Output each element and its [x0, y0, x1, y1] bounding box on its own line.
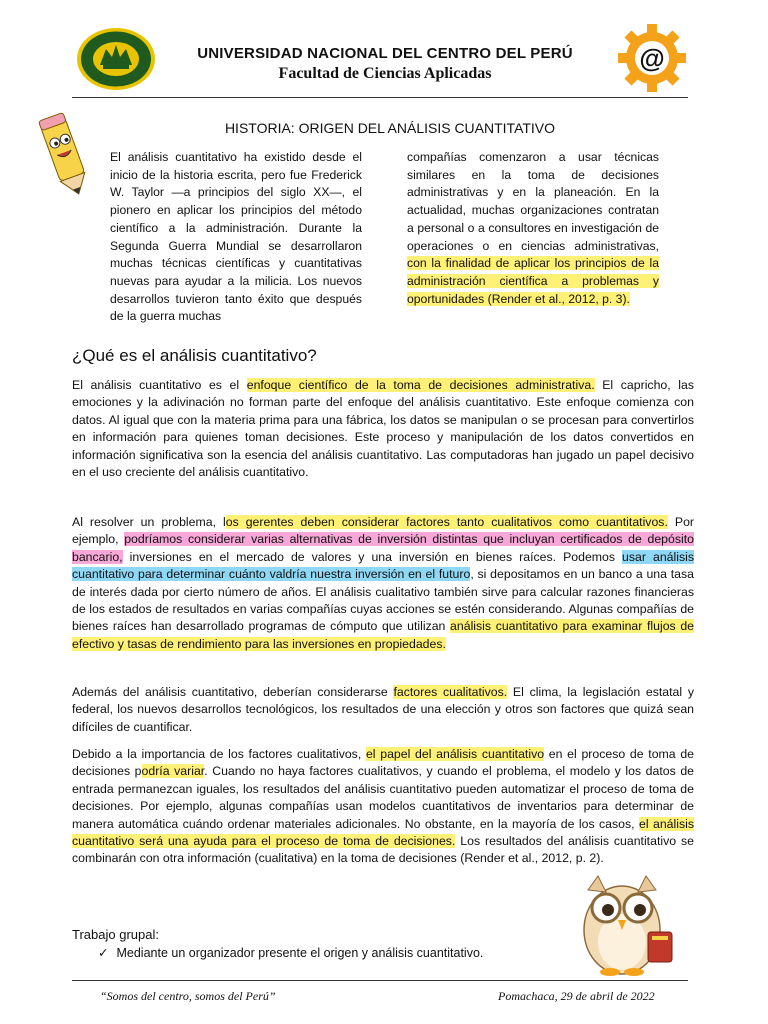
highlight-yellow: odría variar	[141, 764, 205, 779]
text: Por ejemplo,	[72, 515, 695, 547]
pencil-mascot-illustration	[30, 110, 102, 202]
task-label: Trabajo grupal:	[72, 927, 159, 942]
highlight-pink: podríamos considerar varias alternativas de inversión distintas que incluyan certificados de depósito bancario,	[72, 532, 694, 564]
text: El análisis cuantitativo es el	[72, 378, 247, 392]
highlight-yellow: con la finalidad de aplicar los principios de la administración científica a problemas y oportunidades (Render et al., 2012, p. 3).	[407, 256, 659, 306]
text: Además del análisis cuantitativo, deberían considerarse	[72, 685, 394, 699]
text: en el proceso de toma de decisiones p	[72, 747, 694, 779]
footer-motto: “Somos del centro, somos del Perú”	[100, 989, 276, 1003]
task-text: Mediante un organizador presente el origen y análisis cuantitativo.	[116, 946, 484, 960]
text: El clima, la legislación estatal y federal, los nuevos desarrollos tecnológicos, los resultados de una elección y otros son factores que quizá sean difíciles de cuantificar.	[72, 685, 694, 734]
text: inversiones en el mercado de valores y una inversión en bienes raíces. Podemos	[122, 549, 623, 564]
paragraph-qualitative	[72, 684, 694, 736]
checkmark-icon: ✓	[98, 946, 109, 960]
text: Los resultados del análisis cuantitativo se combinarán con otra información (cualitativa) en la toma de decisiones (Render et al., 2012, p. 2).	[72, 834, 694, 866]
task-item	[98, 945, 483, 960]
document-title: HISTORIA: ORIGEN DEL ANÁLISIS CUANTITATIVO	[224, 120, 556, 136]
svg-text:@: @	[639, 43, 665, 73]
highlight-yellow: el papel del análisis cuantitativo	[365, 747, 545, 761]
footer-divider	[72, 980, 688, 981]
owl-mascot-illustration	[560, 868, 690, 980]
text: Al resolver un problema, l	[72, 515, 226, 529]
section-heading: ¿Qué es el análisis cuantitativo?	[72, 346, 317, 365]
highlight-yellow: factores cualitativos.	[393, 685, 508, 699]
highlight-yellow: os gerentes deben considerar factores tanto cualitativos como cuantitativos.	[225, 515, 668, 529]
highlight-yellow: enfoque científico de la toma de decisiones administrativa.	[246, 378, 595, 392]
paragraph-importance	[72, 746, 694, 868]
faculty-name: Facultad de Ciencias Aplicadas	[278, 65, 492, 82]
text: El capricho, las emociones y la adivinación no forman parte del enfoque del análisis cuantitativo. Este enfoque comienza con datos. Al igual que con la materia prima para una fábrica, los datos se manipulan o se procesan para convertirlos en información para quienes toman decisiones. Este proceso y manipulación de los datos convertidos en información significativa son la esencia del análisis cuantitativo. Las computadoras han jugado un papel decisivo en el uso creciente del análisis cuantitativo.	[72, 378, 694, 480]
paragraph-definition	[72, 377, 694, 481]
header-divider	[72, 97, 688, 98]
footer-date: Pomachaca, 29 de abril de 2022	[498, 989, 655, 1003]
university-seal-logo	[76, 27, 156, 91]
history-column-right	[407, 149, 659, 308]
history-text: compañías comenzaron a usar técnicas similares en la toma de decisiones administrativas y en la planeación. En la actualidad, muchas organizaciones contratan a personal o a consultores en investigación de operaciones o en ciencias administrativas,	[407, 150, 659, 253]
history-column-left: El análisis cuantitativo ha existido desde el inicio de la historia escrita, pero fue Frederick W. Taylor —a principios del siglo XX—, el pionero en aplicar los principios del método científico a la administración. Durante la Segunda Guerra Mundial se desarrollaron muchas técnicas científicas y cuantitativas nuevas para ayudar a la milicia. Los nuevos desarrollos tuvieron tanto éxito que después de la guerra muchas	[110, 150, 362, 324]
gear-at-logo	[616, 22, 688, 94]
university-name: UNIVERSIDAD NACIONAL DEL CENTRO DEL PERÚ	[197, 45, 573, 62]
text: Debido a la importancia de los factores cualitativos,	[72, 747, 366, 761]
text: . Cuando no haya factores cualitativos, y cuando el problema, el modelo y los datos de entrada permanezcan iguales, los resultados del análisis cuantitativo pueden automatizar el proceso de toma de decisiones. Por ejemplo, algunas compañías usan modelos cuantitativos de inventarios para determinar de manera automática cuándo ordenar materiales adicionales. No obstante, en la mayoría de los casos,	[72, 764, 695, 831]
paragraph-example	[72, 514, 694, 653]
highlight-blue: usar análisis cuantitativo para determinar cuánto valdría nuestra inversión en el futuro	[72, 549, 694, 582]
highlight-yellow: el análisis cuantitativo será una ayuda para el proceso de toma de decisiones.	[72, 816, 694, 849]
highlight-yellow: análisis cuantitativo para examinar flujos de efectivo y tasas de rendimiento para las inversiones en propiedades.	[72, 619, 695, 651]
text: , si depositamos en un banco a una tasa de interés dada por cierto número de años. El análisis cualitativo también sirve para calcular razones financieras de los estados de resultados en varias compañías cuyas acciones se estén considerando. Algunas compañías de bienes raíces han desarrollado programas de cómputo que utilizan	[72, 567, 695, 634]
